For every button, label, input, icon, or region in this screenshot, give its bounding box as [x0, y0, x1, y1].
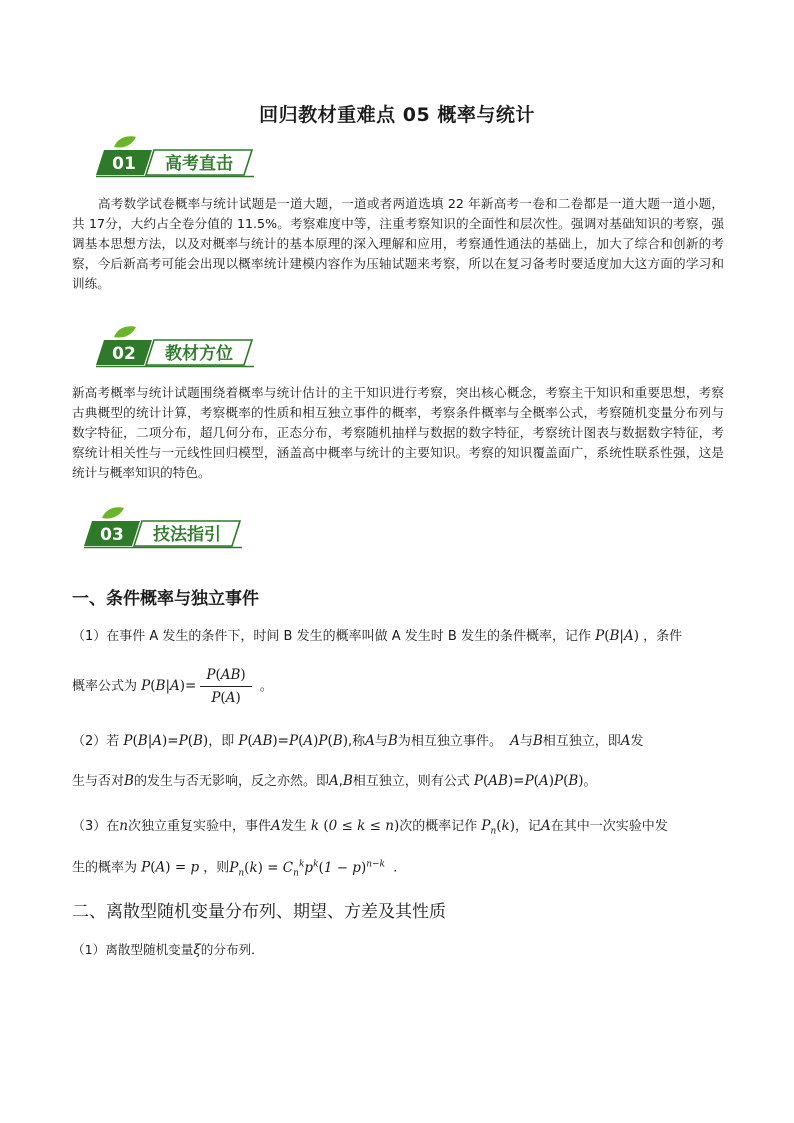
item1-line2: 概率公式为 P(B|A)= $\frac{P(AB)}{P(A)}$ 。	[72, 667, 273, 706]
section-number: 03	[100, 525, 124, 545]
section-badge-01	[94, 133, 284, 179]
section-label: 技法指引	[153, 525, 221, 545]
item4-line1: （1）离散型随机变量ξ的分布列．	[72, 942, 264, 958]
section-label: 教材方位	[165, 344, 233, 364]
leaf-icon	[114, 136, 136, 147]
section1-paragraph: 高考数学试卷概率与统计试题是一道大题，一道或者两道选填 22 年新高考一卷和二卷都是一道大题一道小题，共 17分，大约占全卷分值的 11.5%。考察难度中等，注重考察知识的全面性和层次性。强调对基础知识的考察，强调基本思想方法，以及对概率与统计的基本原理的深入理解和应用，考察通性通法的基础上，加大了综合和创新的考察，今后新高考可能会出现以概率统计建模内容作为压轴试题来考察，所以在复习备考时要适度加大这方面的学习和训练。	[72, 196, 724, 291]
formula-fraction: $\frac{P(AB)}{P(A)}$	[200, 666, 251, 707]
section2-paragraph: 新高考概率与统计试题围绕着概率与统计估计的主干知识进行考察，突出核心概念，考察主干知识和重要思想，考察古典概型的统计计算，考察概率的性质和相互独立事件的概率，考察条件概率与全概率公式，考察随机变量分布列与数字特征，二项分布，超几何分布，正态分布，考察随机抽样与数据的数字特征，考察统计图表与数据数字特征，考察统计相关性与一元线性回归模型，涵盖高中概率与统计的主要知识。考察的知识覆盖面广，系统性联系性强，这是统计与概率知识的特色。	[72, 385, 724, 480]
section-label: 高考直击	[165, 154, 233, 174]
item1-line1: （1）在事件 A 发生的条件下，时间 B 发生的概率叫做 A 发生时 B 发生的条件概率，记作 P(B|A) ，条件	[72, 628, 683, 644]
heading-discrete-random-variable: 二、离散型随机变量分布列、期望、方差及其性质	[72, 902, 446, 922]
item3-line1: （3）在n次独立重复实验中，事件A发生 k (0 ≤ k ≤ n)次的概率记作 $P_n(k)$，记A在其中一次实验中发	[72, 818, 668, 837]
heading-conditional-probability: 一、条件概率与独立事件	[72, 589, 259, 609]
section-badge-02	[94, 323, 284, 369]
section-number: 02	[112, 344, 136, 364]
section-number: 01	[112, 154, 136, 174]
item3-line2: 生的概率为 P(A) = p ，则$P_n(k) = C_n^kp^k(1 - p)^{n-k}$ .	[72, 859, 398, 879]
item2-line1: （2）若 P(B|A)=P(B)，即 P(AB)=P(A)P(B),称A与B为相互独立事件。 A与B相互独立，即A发	[72, 733, 644, 749]
page-title: 回归教材重难点 05 概率与统计	[259, 104, 535, 126]
leaf-icon	[114, 326, 136, 337]
formula-conditional: P(B|A)	[595, 628, 639, 644]
formula-conditional-definition: P(B|A)=	[141, 678, 197, 694]
item2-line2: 生与否对B的发生与否无影响，反之亦然。即A,B相互独立，则有公式 P(AB)=P(A)P(B)。	[72, 773, 597, 789]
section-badge-03	[82, 504, 272, 550]
leaf-icon	[102, 507, 124, 518]
